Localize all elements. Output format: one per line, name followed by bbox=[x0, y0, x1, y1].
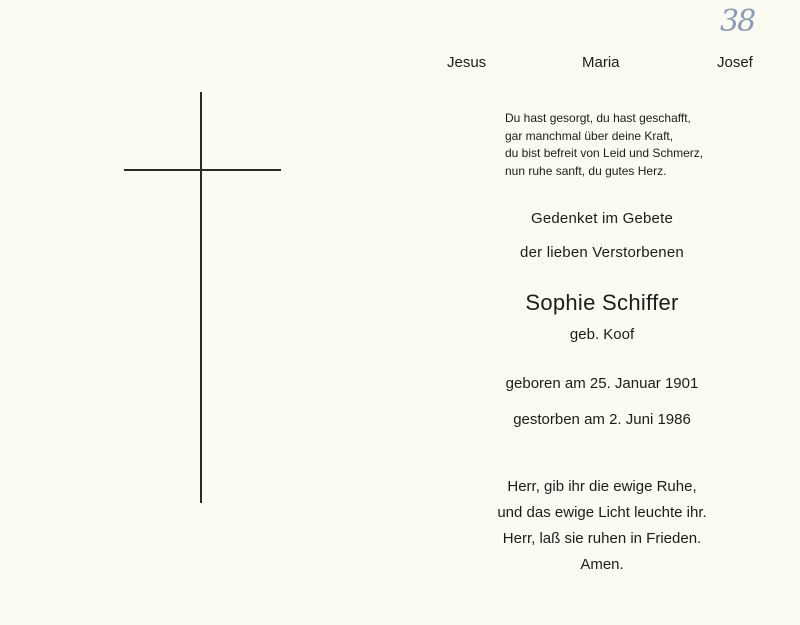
birth-date: geboren am 25. Januar 1901 bbox=[505, 375, 699, 392]
prayer-block bbox=[420, 474, 784, 578]
prayer-line: Herr, gib ihr die ewige Ruhe, bbox=[507, 478, 697, 495]
verse-block bbox=[505, 110, 703, 180]
intro-line-1: Gedenket im Gebete bbox=[530, 210, 673, 227]
verse-line: du bist befreit von Leid und Schmerz, bbox=[505, 146, 704, 160]
prayer-line: und das ewige Licht leuchte ihr. bbox=[497, 504, 707, 521]
prayer-line: Amen. bbox=[580, 556, 624, 573]
maiden-name: geb. Koof bbox=[569, 326, 635, 343]
handwritten-number: 38 bbox=[720, 4, 755, 39]
deceased-name: Sophie Schiffer bbox=[525, 290, 679, 315]
death-date: gestorben am 2. Juni 1986 bbox=[513, 411, 691, 428]
prayer-line: Herr, laß sie ruhen in Frieden. bbox=[502, 530, 702, 547]
header-name-josef: Josef bbox=[717, 54, 753, 71]
verse-line: gar manchmal über deine Kraft, bbox=[505, 128, 674, 143]
header-name-jesus: Jesus bbox=[447, 54, 487, 71]
cross-icon-horizontal bbox=[124, 169, 281, 171]
header-name-maria: Maria bbox=[582, 54, 620, 71]
intro-line-2: der lieben Verstorbenen bbox=[520, 244, 684, 261]
verse-line: Du hast gesorgt, du hast geschafft, bbox=[505, 111, 691, 125]
cross-icon-vertical bbox=[200, 92, 202, 503]
verse-line: nun ruhe sanft, du gutes Herz. bbox=[505, 163, 667, 178]
